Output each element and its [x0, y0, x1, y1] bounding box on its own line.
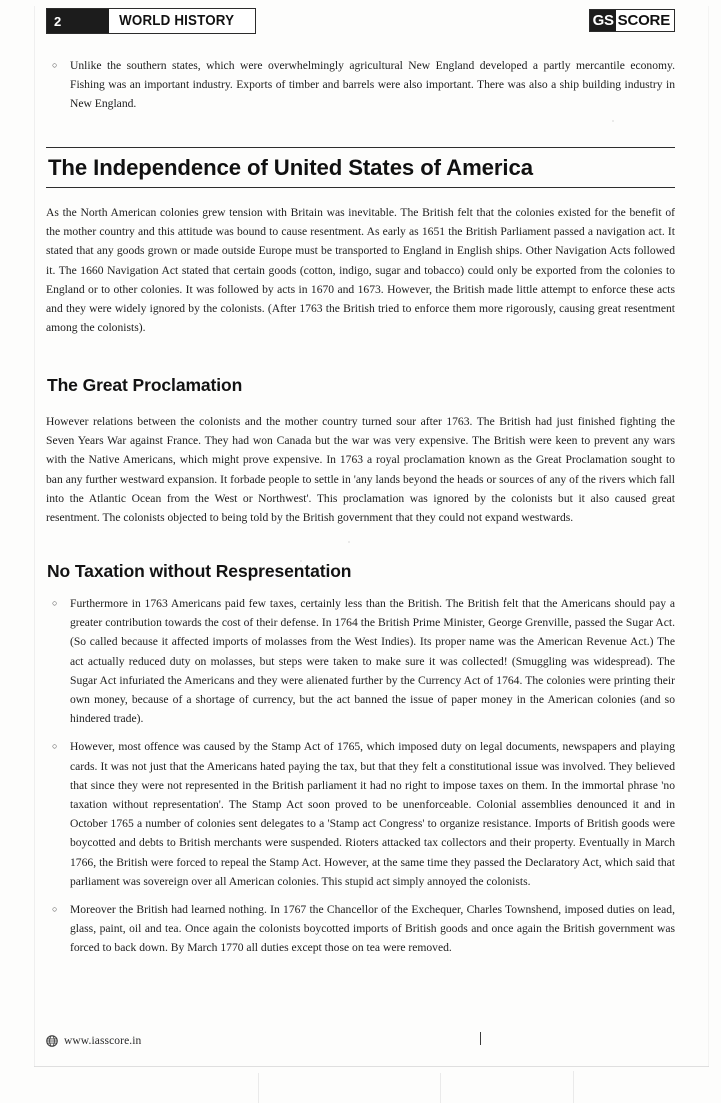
list-item: [46, 56, 675, 114]
intro-paragraph: As the North American colonies grew tension with Britain was inevitable. The British felt that the colonies existed for the benefit of the mother country and this attitude was bound to cause resentment. As early as 1651 the British Parliament passed a navigation act. It stated that any goods grown or made outside Europe must be transported to England in English ships. Other Navigation Acts followed it. The 1660 Navigation Act stated that certain goods (cotton, indigo, sugar and tobacco) could only be exported from the colonies to England or to other colonies. It was followed by acts in 1670 and 1673. However, the British made little attempt to enforce these acts and they were widely ignored by the colonists. (After 1763 the British tried to enforce them more rigorously, causing great resentment among the colonists).: [46, 206, 675, 335]
list-item-text: However, most offence was caused by the Stamp Act of 1765, which imposed duty on legal documents, newspapers and playing cards. It was not just that the Americans hated paying the tax, but that they felt a constitutional issue was involved. They believed that since they were not represented in the British parliament it had no right to impose taxes on them. In the immortal phrase 'no taxation without representation'. The Stamp Act soon proved to be unenforceable. Colonial assemblies denounced it and in October 1765 a number of colonies sent delegates to a 'Stamp act Congress' to organize resistance. Imports of British goods were boycotted and debts to British merchants were suspended. Rioters attacked tax collectors and their property. Eventually in March 1766, the British were forced to repeal the Stamp Act. However, at the same time they passed the Declaratory Act, which said that parliament was sovereign over all American colonies. This stupid act simply annoyed the colonists.: [70, 740, 675, 888]
scan-edge-right: [708, 6, 709, 1067]
list-item: [46, 900, 675, 958]
section-heading-great-proclamation: The Great Proclamation: [47, 375, 243, 395]
no-taxation-bullet-list: [46, 594, 675, 958]
list-item-text: Furthermore in 1763 Americans paid few taxes, certainly less than the British. The British felt that the Americans should pay a greater contribution towards the cost of their defense. In 1764 the British Prime Minister, George Grenville, passed the Sugar Act. (So called because it affected imports of molasses from the West Indies). Its proper name was the American Revenue Act.) The act actually reduced duty on molasses, but steps were taken to make sure it was collected! (Smuggling was widespread). The Sugar Act infuriated the Americans and they were alienated further by the Currency Act of 1764. The colonies were printing their own money, because of a shortage of currency, but the act banned the issue of paper money in the American colonies (and so hindered trade).: [70, 597, 675, 726]
section-heading-no-taxation: No Taxation without Respresentation: [47, 561, 352, 581]
list-item-text: Unlike the southern states, which were overwhelmingly agricultural New England developed a partly mercantile economy. Fishing was an important industry. Exports of timber and barrels were also important. There was also a ship building industry in New England.: [70, 59, 675, 111]
chapter-badge: [46, 8, 256, 34]
footer-url: www.iasscore.in: [64, 1035, 142, 1047]
running-head: [46, 8, 675, 34]
section-paragraph-great-proclamation: However relations between the colonists and the mother country turned sour after 1763. The British had just finished fighting the Seven Years War against France. They had won Canada but the war was very expensive. The British were keen to prevent any wars with the Native Americans, which might prove expensive. In 1763 a royal proclamation known as the Great Proclamation sought to ban any further westward expansion. It forbade people to settle in 'any lands beyond the heads or sources of any of the rivers which fall into the Atlantic Ocean from the West or Northwest'. This proclamation was ignored by the colonists but it also caused great resentment. The colonists objected to being told by the British government that they could not expand westwards.: [46, 415, 675, 525]
footer-center-mark: [480, 1032, 481, 1045]
brand-name: SCORE: [617, 12, 670, 29]
intro-bullet-list: [46, 56, 675, 114]
bullet-icon: ○: [52, 741, 58, 752]
list-item: [46, 594, 675, 728]
list-item: [46, 737, 675, 891]
brand-logo: [589, 9, 675, 32]
globe-icon: [46, 1035, 58, 1047]
page-footer: [46, 1035, 675, 1047]
brand-mark: GS: [590, 10, 616, 31]
scan-edge-left: [34, 6, 35, 1067]
bullet-icon: ○: [52, 904, 58, 915]
list-item-text: Moreover the British had learned nothing. In 1767 the Chancellor of the Exchequer, Charles Townshend, imposed duties on lead, glass, paint, oil and tea. Once again the colonists boycotted imports of British goods and once again the British government was forced to back down. By March 1770 all duties except those on tea were removed.: [70, 903, 675, 955]
chapter-number: 2: [47, 9, 109, 33]
bullet-icon: ○: [52, 60, 58, 70]
bullet-icon: ○: [52, 598, 58, 608]
chapter-title: WORLD HISTORY: [119, 13, 235, 29]
title-rule-bottom: [46, 187, 675, 188]
page-title-block: [46, 148, 675, 189]
page-title: The Independence of United States of America: [47, 155, 533, 180]
page-content: [46, 0, 675, 1103]
